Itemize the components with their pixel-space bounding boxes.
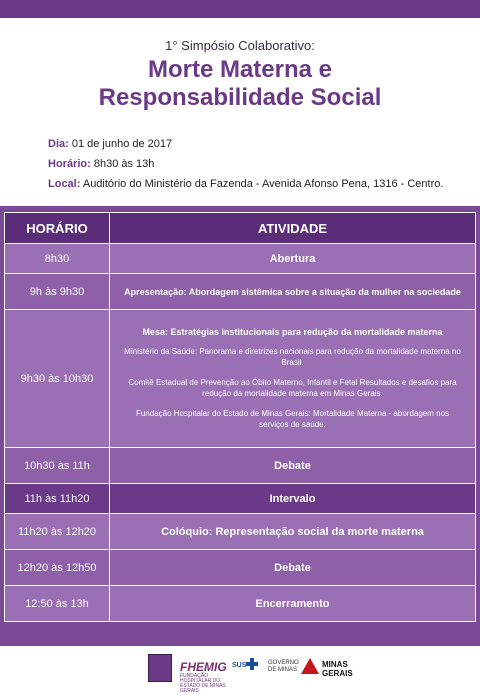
- time-cell: 12h20 às 12h50: [5, 550, 110, 586]
- top-bar: [0, 0, 480, 18]
- mesa-label: Mesa:: [142, 327, 168, 337]
- title-line-1: Morte Materna e: [147, 56, 333, 83]
- time-cell: 12:50 às 13h: [5, 586, 110, 622]
- date-value: 01 de junho de 2017: [68, 138, 173, 150]
- place-label: Local:: [48, 178, 81, 190]
- schedule-table: [4, 212, 476, 622]
- governo-logo: GOVERNO DE MINAS: [268, 660, 299, 673]
- header: [0, 18, 480, 206]
- time-cell: 10h30 às 11h: [5, 448, 110, 484]
- mesa-item-1: Ministério da Saúde: Panorama e diretrizes nacionais para redução da mortalidade materna no Brasil.: [124, 347, 461, 367]
- activity-cell: [110, 310, 476, 448]
- table-row: [5, 484, 476, 514]
- time-cell: 8h30: [5, 244, 110, 274]
- table-row: [5, 310, 476, 448]
- activity-cell: [110, 274, 476, 310]
- place-row: [48, 174, 443, 194]
- table-header-row: [5, 213, 476, 244]
- activity-cell: Debate: [110, 448, 476, 484]
- activity-cell: Abertura: [110, 244, 476, 274]
- time-value: 8h30 às 13h: [90, 158, 155, 170]
- table-row: [5, 550, 476, 586]
- fhemig-logo: FHEMIG: [180, 660, 227, 674]
- mesa-item-3: Fundação Hospitalar do Estado de Minas Gerais: Mortalidade Materna - abordagem nos serviços de saúde.: [135, 409, 450, 429]
- time-cell: 11h às 11h20: [5, 484, 110, 514]
- activity-cell: Intervalo: [110, 484, 476, 514]
- table-row: [5, 514, 476, 550]
- date-row: [48, 134, 443, 154]
- col-activity-header: ATIVIDADE: [110, 213, 476, 244]
- table-row: [5, 448, 476, 484]
- sus-logo: SUS: [232, 662, 247, 669]
- event-info: [48, 134, 443, 194]
- col-time-header: HORÁRIO: [5, 213, 110, 244]
- title-line-2: Responsabilidade Social: [98, 84, 382, 111]
- activity-text: Abordagem sistêmica sobre a situação da mulher na sociedade: [186, 286, 461, 297]
- plus-icon: [246, 658, 258, 670]
- minas-gerais-logo: MINAS GERAIS: [322, 660, 353, 678]
- place-value: Auditório do Ministério da Fazenda - Avenida Afonso Pena, 1316 - Centro.: [80, 178, 444, 190]
- activity-label: Colóquio:: [161, 525, 213, 538]
- time-cell: 9h às 9h30: [5, 274, 110, 310]
- table-row: [5, 586, 476, 622]
- activity-label: Apresentação:: [124, 286, 187, 297]
- event-title: [0, 56, 480, 112]
- activity-cell: [110, 514, 476, 550]
- conselho-logo: [148, 654, 172, 682]
- time-cell: 9h30 às 10h30: [5, 310, 110, 448]
- time-row: [48, 154, 443, 174]
- mesa-title: Estratégias institucionais para redução da mortalidade materna: [167, 327, 443, 337]
- activity-cell: Debate: [110, 550, 476, 586]
- mesa-item-2: Comitê Estadual de Prevenção ao Óbito Materno, Infantil e Fetal Resultados e desafios para redução da mortalidade materna em Minas Gerais.: [128, 378, 457, 398]
- footer-logos: [0, 646, 480, 694]
- minas-triangle-icon: [300, 656, 320, 676]
- activity-cell: Encerramento: [110, 586, 476, 622]
- time-cell: 11h20 às 12h20: [5, 514, 110, 550]
- mesa-heading: [124, 327, 461, 337]
- activity-text: Representação social da morte materna: [212, 525, 424, 538]
- table-row: [5, 274, 476, 310]
- date-label: Dia:: [48, 138, 69, 150]
- fhemig-logo-subtext: FUNDAÇÃO HOSPITALAR DO ESTADO DE MINAS GERAIS: [180, 673, 226, 694]
- time-label: Horário:: [48, 158, 91, 170]
- table-row: [5, 244, 476, 274]
- event-subtitle: 1° Simpósio Colaborativo:: [165, 38, 315, 53]
